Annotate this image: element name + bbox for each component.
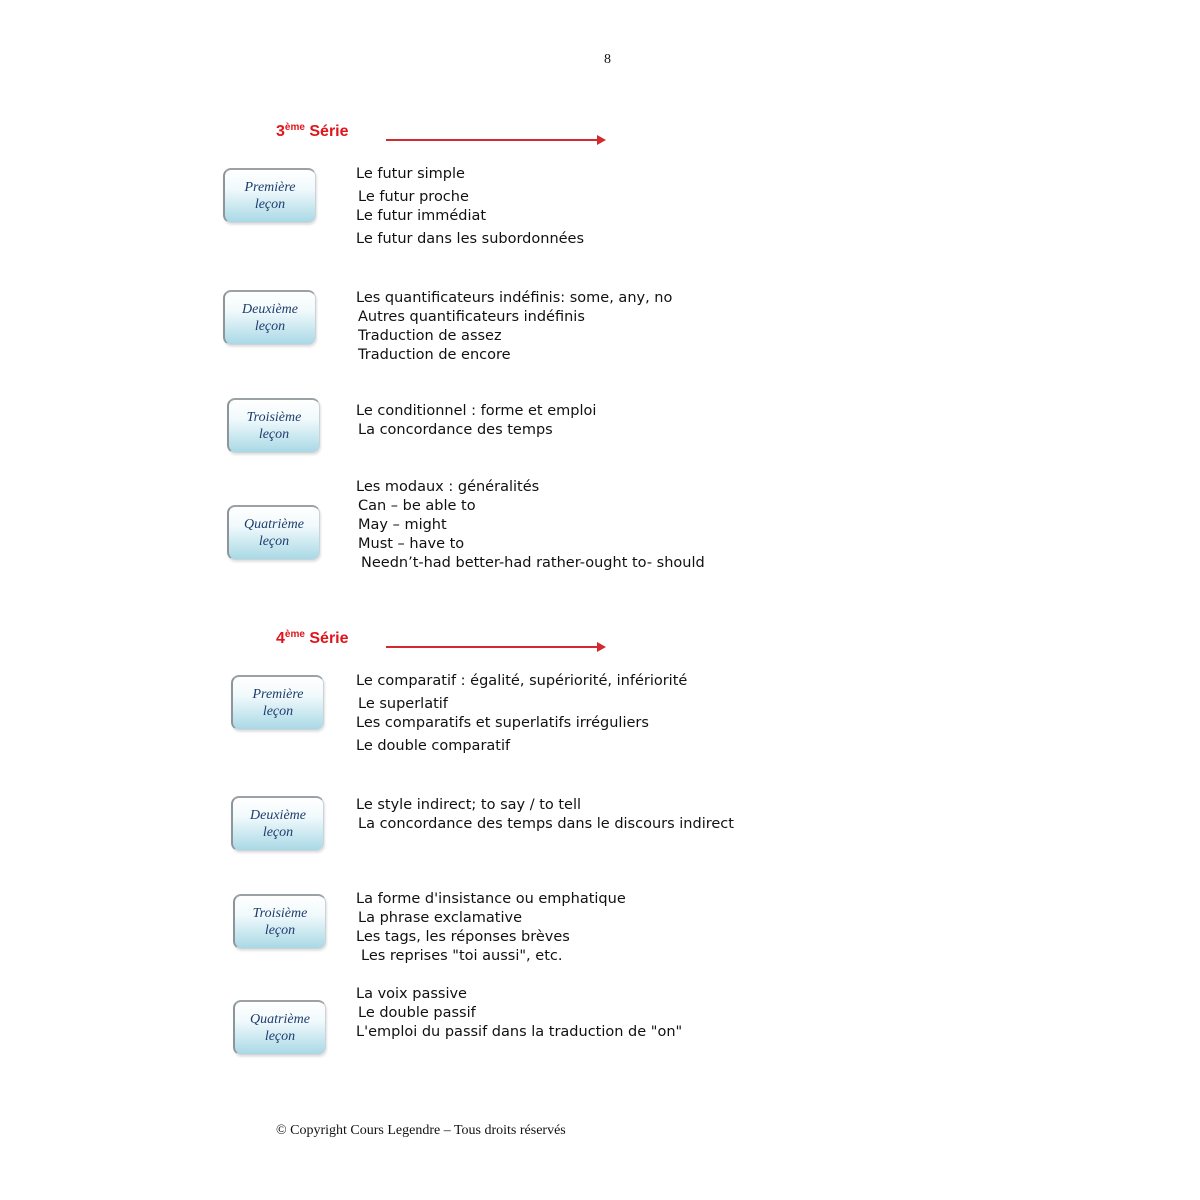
serie-suffix: ème bbox=[284, 629, 305, 640]
topic-item: La forme d'insistance ou emphatique bbox=[356, 891, 626, 907]
topic-item: Traduction de assez bbox=[358, 328, 502, 344]
topics-4-1 bbox=[356, 671, 687, 757]
topics-3-4 bbox=[356, 478, 705, 573]
lesson-title: Première bbox=[252, 687, 304, 702]
topic-item: Autres quantificateurs indéfinis bbox=[358, 309, 585, 325]
topic-item: Le comparatif : égalité, supériorité, infériorité bbox=[356, 673, 688, 689]
topic-item: La concordance des temps dans le discours indirect bbox=[358, 816, 734, 832]
serie-4-heading bbox=[276, 629, 349, 648]
topic-item: Le style indirect; to say / to tell bbox=[356, 797, 582, 813]
serie-label: Série bbox=[309, 630, 349, 647]
topic-item: Le futur simple bbox=[356, 166, 465, 182]
topic-item: Les quantificateurs indéfinis: some, any, no bbox=[356, 290, 673, 306]
topic-item: Must – have to bbox=[358, 536, 465, 552]
topic-item: La concordance des temps bbox=[358, 422, 553, 438]
topic-item: Le futur dans les subordonnées bbox=[356, 231, 585, 247]
lesson-subtitle: leçon bbox=[254, 197, 286, 212]
topic-item: May – might bbox=[358, 517, 447, 533]
topic-item: Needn’t-had better-had rather-ought to- should bbox=[361, 555, 705, 571]
lesson-title: Troisième bbox=[252, 906, 308, 921]
copyright-footer: © Copyright Cours Legendre – Tous droits réservés bbox=[276, 1123, 566, 1138]
page-number: 8 bbox=[604, 52, 611, 67]
lesson-box-3-1 bbox=[223, 168, 316, 223]
topic-item: Les reprises "toi aussi", etc. bbox=[361, 948, 563, 964]
topic-item: La phrase exclamative bbox=[358, 910, 523, 926]
topic-item: La voix passive bbox=[356, 986, 467, 1002]
topics-3-1 bbox=[356, 164, 584, 250]
lesson-title: Troisième bbox=[246, 410, 302, 425]
lesson-subtitle: leçon bbox=[264, 1029, 296, 1044]
topics-4-4 bbox=[356, 985, 682, 1042]
topic-item: Can – be able to bbox=[358, 498, 476, 514]
arrow-right-icon bbox=[386, 646, 598, 648]
lesson-title: Quatrième bbox=[250, 1012, 310, 1027]
topic-item: Le double passif bbox=[358, 1005, 476, 1021]
topic-item: Le superlatif bbox=[358, 696, 448, 712]
lesson-box-4-3 bbox=[233, 894, 326, 949]
serie-label: Série bbox=[309, 123, 349, 140]
serie-suffix: ème bbox=[284, 122, 305, 133]
lesson-subtitle: leçon bbox=[264, 923, 296, 938]
lesson-box-4-4 bbox=[233, 1000, 326, 1055]
serie-number: 4 bbox=[276, 630, 285, 647]
topic-item: Le double comparatif bbox=[356, 738, 511, 754]
topics-4-2 bbox=[356, 796, 734, 834]
serie-number: 3 bbox=[276, 123, 285, 140]
lesson-subtitle: leçon bbox=[262, 704, 294, 719]
lesson-box-4-1 bbox=[231, 675, 324, 730]
topic-item: Le futur immédiat bbox=[356, 208, 487, 224]
lesson-title: Deuxième bbox=[250, 808, 306, 823]
topic-item: Les modaux : généralités bbox=[356, 479, 540, 495]
lesson-subtitle: leçon bbox=[258, 427, 290, 442]
serie-3-heading bbox=[276, 122, 349, 141]
topics-3-2 bbox=[356, 289, 672, 365]
topic-item: Traduction de encore bbox=[358, 347, 511, 363]
topics-3-3 bbox=[356, 402, 596, 440]
topic-item: Le conditionnel : forme et emploi bbox=[356, 403, 597, 419]
lesson-title: Quatrième bbox=[244, 517, 304, 532]
lesson-box-3-3 bbox=[227, 398, 320, 453]
lesson-subtitle: leçon bbox=[254, 319, 286, 334]
topic-item: Le futur proche bbox=[358, 189, 469, 205]
topic-item: Les comparatifs et superlatifs irréguliers bbox=[356, 715, 649, 731]
lesson-title: Première bbox=[244, 180, 296, 195]
lesson-subtitle: leçon bbox=[258, 534, 290, 549]
arrow-right-icon bbox=[386, 139, 598, 141]
lesson-box-4-2 bbox=[231, 796, 324, 851]
lesson-subtitle: leçon bbox=[262, 825, 294, 840]
topic-item: Les tags, les réponses brèves bbox=[356, 929, 570, 945]
lesson-title: Deuxième bbox=[242, 302, 298, 317]
topic-item: L'emploi du passif dans la traduction de "on" bbox=[356, 1024, 683, 1040]
lesson-box-3-4 bbox=[227, 505, 320, 560]
lesson-box-3-2 bbox=[223, 290, 316, 345]
topics-4-3 bbox=[356, 890, 626, 966]
